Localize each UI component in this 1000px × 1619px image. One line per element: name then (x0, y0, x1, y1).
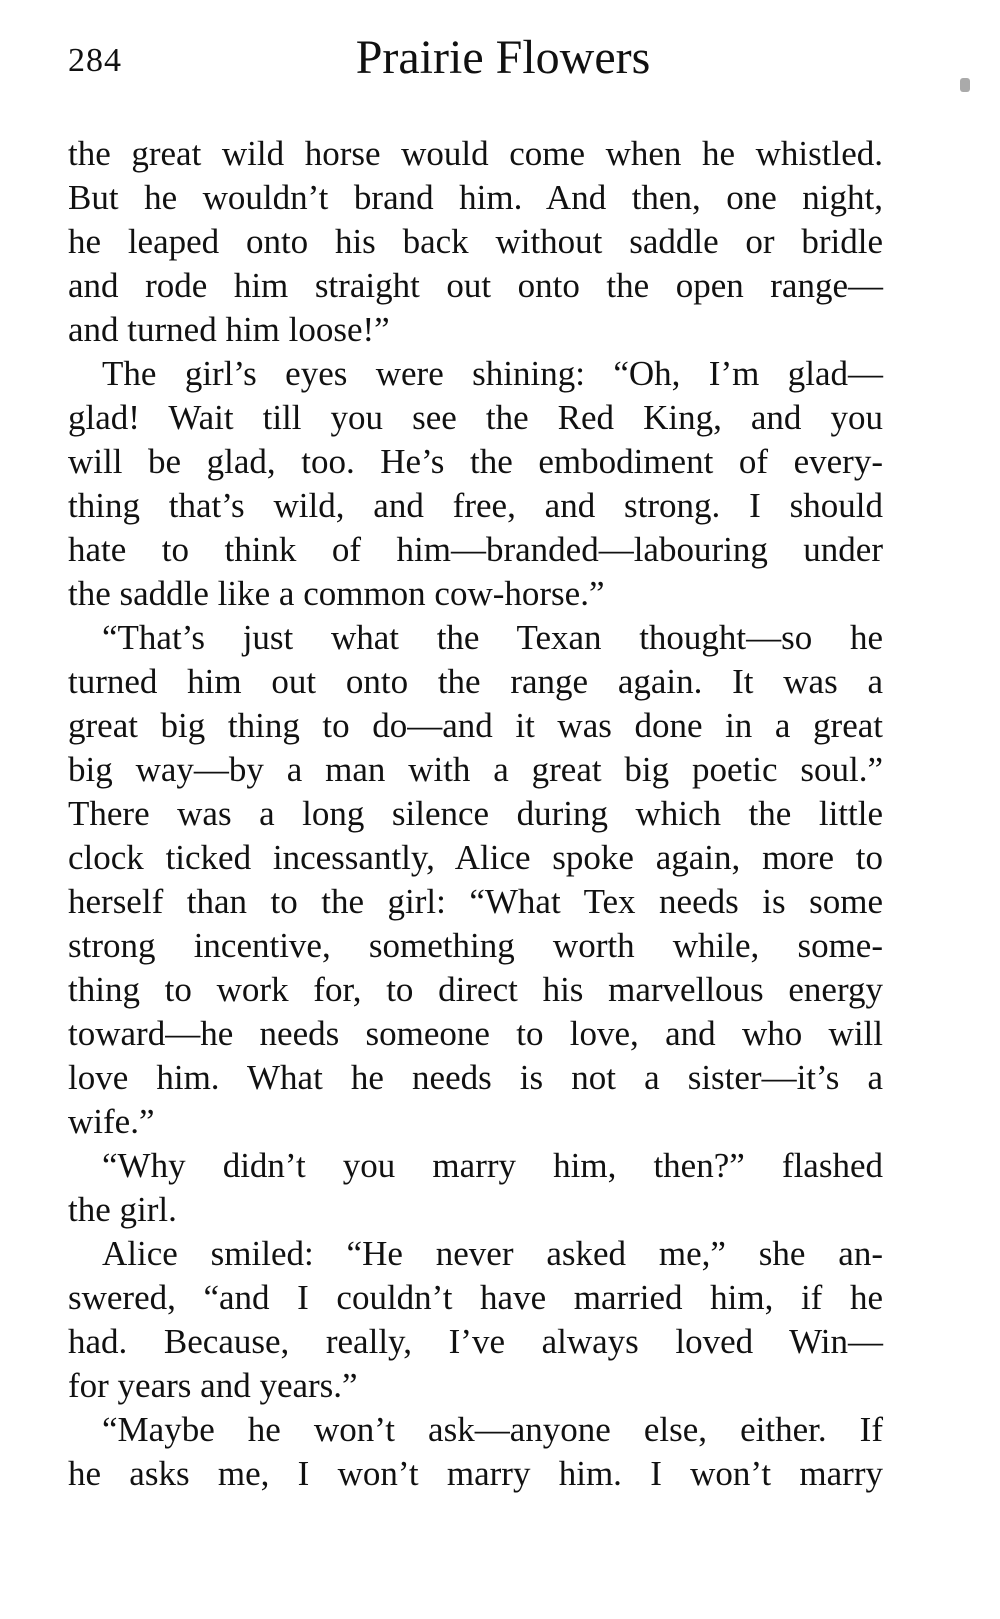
body-text (68, 132, 883, 1496)
text-line: he leaped onto his back without saddle or bridle (68, 222, 883, 261)
text-line: big way—by a man with a great big poetic soul.” (68, 750, 883, 789)
text-line: for years and years.” (68, 1366, 358, 1405)
text-line: toward—he needs someone to love, and who will (68, 1014, 883, 1053)
text-line: There was a long silence during which the little (68, 794, 883, 833)
text-line: the great wild horse would come when he whistled. (68, 134, 883, 173)
text-line: and rode him straight out onto the open range— (68, 266, 883, 305)
text-line: strong incentive, something worth while, some- (68, 926, 883, 965)
text-line: the girl. (68, 1190, 177, 1229)
text-line: “Why didn’t you marry him, then?” flashed (102, 1146, 883, 1185)
text-line: he asks me, I won’t marry him. I won’t marry (68, 1454, 883, 1493)
running-title: Prairie Flowers (355, 31, 651, 84)
text-line: love him. What he needs is not a sister—it’s a (68, 1058, 883, 1097)
text-line: hate to think of him—branded—labouring under (68, 530, 883, 569)
text-line: herself than to the girl: “What Tex needs is some (68, 882, 883, 921)
text-line: The girl’s eyes were shining: “Oh, I’m glad— (102, 354, 883, 393)
page-header (68, 30, 908, 100)
page-number: 284 (68, 42, 122, 79)
text-line: “That’s just what the Texan thought—so he (102, 618, 883, 657)
text-line: swered, “and I couldn’t have married him, if he (68, 1278, 883, 1317)
text-line: will be glad, too. He’s the embodiment of every- (68, 442, 883, 481)
text-line: clock ticked incessantly, Alice spoke again, more to (68, 838, 883, 877)
text-line: and turned him loose!” (68, 310, 390, 349)
print-speck (960, 78, 970, 92)
text-line: great big thing to do—and it was done in a great (68, 706, 883, 745)
text-line: thing that’s wild, and free, and strong. I should (68, 486, 883, 525)
text-line: Alice smiled: “He never asked me,” she an- (102, 1234, 883, 1273)
text-line: wife.” (68, 1102, 155, 1141)
text-line: But he wouldn’t brand him. And then, one night, (68, 178, 883, 217)
text-line: thing to work for, to direct his marvellous energy (68, 970, 883, 1009)
text-line: glad! Wait till you see the Red King, and you (68, 398, 883, 437)
text-line: the saddle like a common cow-horse.” (68, 574, 605, 613)
text-line: had. Because, really, I’ve always loved Win— (68, 1322, 883, 1361)
text-line: turned him out onto the range again. It was a (68, 662, 883, 701)
text-line: “Maybe he won’t ask—anyone else, either. If (102, 1410, 883, 1449)
